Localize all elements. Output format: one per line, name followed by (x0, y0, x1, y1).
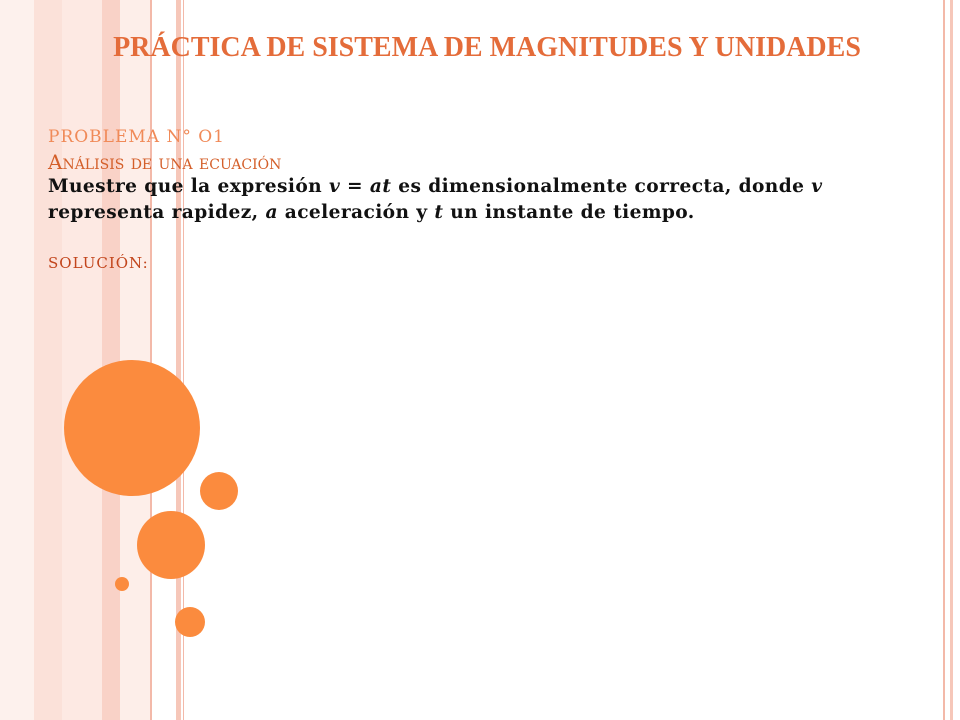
variable-t: t (434, 202, 444, 223)
decorative-circle-medium (137, 511, 205, 579)
decorative-stripe (0, 0, 34, 720)
decorative-circle-large (64, 360, 200, 496)
statement-text: Muestre que la expresión (48, 176, 329, 197)
variable-v: v (811, 176, 823, 197)
statement-text: es dimensionalmente correcta, donde (391, 176, 812, 197)
statement-text: representa rapidez, (48, 202, 266, 223)
decorative-stripe (102, 0, 120, 720)
decorative-circle-small (200, 472, 238, 510)
decorative-line (943, 0, 945, 720)
problem-subtitle: Análisis de una ecuación (48, 150, 282, 174)
decorative-stripe (34, 0, 62, 720)
decorative-line (950, 0, 953, 720)
decorative-circle-tiny (115, 577, 129, 591)
decorative-line (150, 0, 152, 720)
problem-heading: PROBLEMA N° O1 (48, 127, 225, 147)
decorative-circle-small (175, 607, 205, 637)
solution-label: SOLUCIÓN: (48, 254, 149, 272)
slide-content (48, 126, 928, 272)
statement-text: aceleración y (277, 202, 435, 223)
statement-text: un instante de tiempo. (443, 202, 695, 223)
variable-a: a (265, 202, 278, 223)
formula: v = at (328, 176, 392, 197)
problem-statement (48, 174, 928, 226)
decorative-stripe (62, 0, 102, 720)
slide-title: PRÁCTICA DE SISTEMA DE MAGNITUDES Y UNIDADES (113, 32, 861, 63)
